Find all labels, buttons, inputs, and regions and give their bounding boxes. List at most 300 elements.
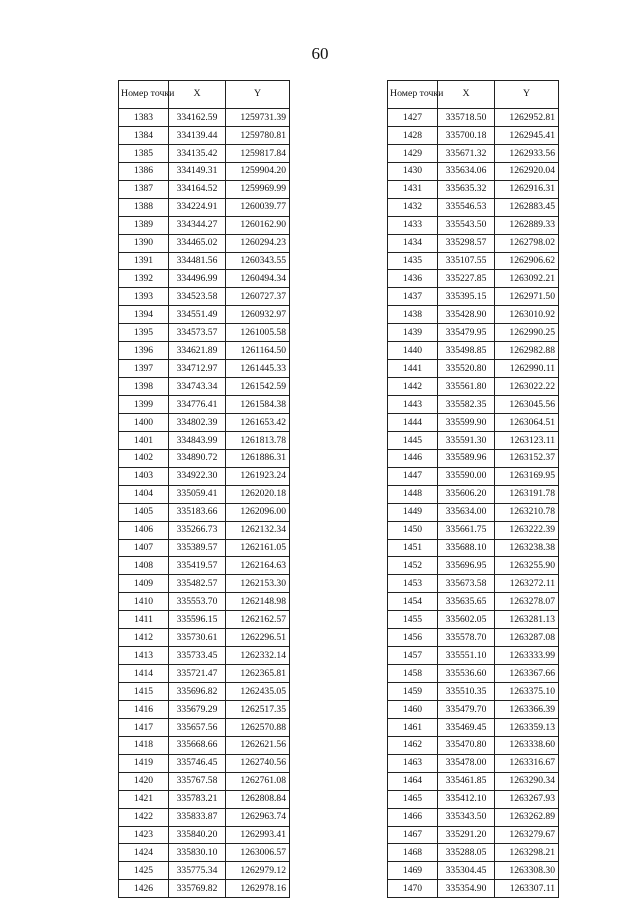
y-coordinate-cell: 1261653.42 <box>226 413 290 431</box>
y-coordinate-cell: 1263359.13 <box>495 718 559 736</box>
x-coordinate-cell: 335412.10 <box>438 790 495 808</box>
x-coordinate-cell: 335767.58 <box>169 772 226 790</box>
y-coordinate-cell: 1263255.90 <box>495 557 559 575</box>
point-number-cell: 1447 <box>388 467 438 485</box>
y-coordinate-cell: 1262164.63 <box>226 557 290 575</box>
point-number-cell: 1460 <box>388 700 438 718</box>
table-row <box>119 198 290 216</box>
y-coordinate-cell: 1263022.22 <box>495 378 559 396</box>
point-number-cell: 1413 <box>119 647 169 665</box>
y-coordinate-cell: 1259780.81 <box>226 126 290 144</box>
x-coordinate-cell: 335395.15 <box>438 288 495 306</box>
y-coordinate-cell: 1262761.08 <box>226 772 290 790</box>
x-coordinate-cell: 334776.41 <box>169 396 226 414</box>
y-coordinate-cell: 1262161.05 <box>226 539 290 557</box>
table-row <box>119 790 290 808</box>
y-coordinate-cell: 1260727.37 <box>226 288 290 306</box>
point-number-cell: 1421 <box>119 790 169 808</box>
table-row <box>388 413 559 431</box>
y-coordinate-cell: 1261005.58 <box>226 324 290 342</box>
table-row <box>388 252 559 270</box>
x-coordinate-cell: 334481.56 <box>169 252 226 270</box>
table-row <box>119 162 290 180</box>
point-number-cell: 1401 <box>119 431 169 449</box>
table-row <box>388 862 559 880</box>
x-coordinate-cell: 335266.73 <box>169 521 226 539</box>
x-coordinate-cell: 335428.90 <box>438 306 495 324</box>
table-body-left <box>119 109 290 898</box>
point-number-cell: 1423 <box>119 826 169 844</box>
point-number-cell: 1435 <box>388 252 438 270</box>
table-row <box>388 306 559 324</box>
table-row <box>119 378 290 396</box>
x-coordinate-cell: 334139.44 <box>169 126 226 144</box>
x-coordinate-cell: 335596.15 <box>169 611 226 629</box>
point-number-cell: 1415 <box>119 683 169 701</box>
point-number-cell: 1463 <box>388 754 438 772</box>
table-row <box>119 575 290 593</box>
y-coordinate-cell: 1263123.11 <box>495 431 559 449</box>
point-number-cell: 1436 <box>388 270 438 288</box>
x-coordinate-cell: 334344.27 <box>169 216 226 234</box>
point-number-cell: 1440 <box>388 342 438 360</box>
y-coordinate-cell: 1262978.16 <box>226 880 290 898</box>
point-number-cell: 1466 <box>388 808 438 826</box>
table-row <box>388 378 559 396</box>
point-number-cell: 1433 <box>388 216 438 234</box>
point-number-cell: 1393 <box>119 288 169 306</box>
table-row <box>388 754 559 772</box>
x-coordinate-cell: 334135.42 <box>169 144 226 162</box>
point-number-cell: 1425 <box>119 862 169 880</box>
point-number-cell: 1457 <box>388 647 438 665</box>
y-coordinate-cell: 1263272.11 <box>495 575 559 593</box>
x-coordinate-cell: 335746.45 <box>169 754 226 772</box>
point-number-cell: 1387 <box>119 180 169 198</box>
x-coordinate-cell: 335657.56 <box>169 718 226 736</box>
x-coordinate-cell: 335419.57 <box>169 557 226 575</box>
table-row <box>388 647 559 665</box>
y-coordinate-cell: 1263366.39 <box>495 700 559 718</box>
x-coordinate-cell: 335582.35 <box>438 396 495 414</box>
y-coordinate-cell: 1262952.81 <box>495 109 559 127</box>
x-coordinate-cell: 335591.30 <box>438 431 495 449</box>
table-row <box>119 647 290 665</box>
y-coordinate-cell: 1262916.31 <box>495 180 559 198</box>
table-row <box>119 360 290 378</box>
x-coordinate-cell: 335840.20 <box>169 826 226 844</box>
y-coordinate-cell: 1263308.30 <box>495 862 559 880</box>
y-coordinate-cell: 1263279.67 <box>495 826 559 844</box>
y-coordinate-cell: 1262993.41 <box>226 826 290 844</box>
table-row <box>119 503 290 521</box>
x-coordinate-cell: 334922.30 <box>169 467 226 485</box>
point-number-cell: 1445 <box>388 431 438 449</box>
point-number-cell: 1432 <box>388 198 438 216</box>
x-coordinate-cell: 335543.50 <box>438 216 495 234</box>
point-number-cell: 1449 <box>388 503 438 521</box>
point-number-cell: 1420 <box>119 772 169 790</box>
y-coordinate-cell: 1262945.41 <box>495 126 559 144</box>
y-coordinate-cell: 1263375.10 <box>495 683 559 701</box>
table-row <box>388 485 559 503</box>
point-number-cell: 1392 <box>119 270 169 288</box>
x-coordinate-cell: 335602.05 <box>438 611 495 629</box>
header-point-number: Номер точки <box>388 81 438 109</box>
point-number-cell: 1408 <box>119 557 169 575</box>
table-row <box>119 539 290 557</box>
y-coordinate-cell: 1262883.45 <box>495 198 559 216</box>
x-coordinate-cell: 335546.53 <box>438 198 495 216</box>
point-number-cell: 1398 <box>119 378 169 396</box>
point-number-cell: 1461 <box>388 718 438 736</box>
table-row <box>119 485 290 503</box>
x-coordinate-cell: 334149.31 <box>169 162 226 180</box>
x-coordinate-cell: 335343.50 <box>438 808 495 826</box>
point-number-cell: 1459 <box>388 683 438 701</box>
y-coordinate-cell: 1263267.93 <box>495 790 559 808</box>
point-number-cell: 1385 <box>119 144 169 162</box>
x-coordinate-cell: 334802.39 <box>169 413 226 431</box>
y-coordinate-cell: 1261813.78 <box>226 431 290 449</box>
point-number-cell: 1454 <box>388 593 438 611</box>
x-coordinate-cell: 335183.66 <box>169 503 226 521</box>
table-row <box>119 144 290 162</box>
header-x: X <box>438 81 495 109</box>
table-row <box>388 503 559 521</box>
x-coordinate-cell: 334224.91 <box>169 198 226 216</box>
x-coordinate-cell: 335679.29 <box>169 700 226 718</box>
table-row <box>388 360 559 378</box>
x-coordinate-cell: 335688.10 <box>438 539 495 557</box>
table-row <box>119 109 290 127</box>
point-number-cell: 1467 <box>388 826 438 844</box>
point-number-cell: 1391 <box>119 252 169 270</box>
table-row <box>119 665 290 683</box>
table-row <box>119 306 290 324</box>
y-coordinate-cell: 1263064.51 <box>495 413 559 431</box>
point-number-cell: 1383 <box>119 109 169 127</box>
table-row <box>388 431 559 449</box>
y-coordinate-cell: 1261584.38 <box>226 396 290 414</box>
table-row <box>388 109 559 127</box>
point-number-cell: 1397 <box>119 360 169 378</box>
point-number-cell: 1409 <box>119 575 169 593</box>
table-row <box>119 754 290 772</box>
point-number-cell: 1418 <box>119 736 169 754</box>
x-coordinate-cell: 335469.45 <box>438 718 495 736</box>
y-coordinate-cell: 1262740.56 <box>226 754 290 772</box>
y-coordinate-cell: 1262132.34 <box>226 521 290 539</box>
y-coordinate-cell: 1261542.59 <box>226 378 290 396</box>
y-coordinate-cell: 1260039.77 <box>226 198 290 216</box>
point-number-cell: 1404 <box>119 485 169 503</box>
table-row <box>119 808 290 826</box>
y-coordinate-cell: 1262148.98 <box>226 593 290 611</box>
y-coordinate-cell: 1263222.39 <box>495 521 559 539</box>
y-coordinate-cell: 1263333.99 <box>495 647 559 665</box>
x-coordinate-cell: 334712.97 <box>169 360 226 378</box>
table-row <box>119 862 290 880</box>
x-coordinate-cell: 335389.57 <box>169 539 226 557</box>
table-header-row <box>119 81 290 109</box>
y-coordinate-cell: 1263262.89 <box>495 808 559 826</box>
table-row <box>388 808 559 826</box>
y-coordinate-cell: 1263307.11 <box>495 880 559 898</box>
table-row <box>388 324 559 342</box>
x-coordinate-cell: 335107.55 <box>438 252 495 270</box>
y-coordinate-cell: 1262889.33 <box>495 216 559 234</box>
x-coordinate-cell: 335661.75 <box>438 521 495 539</box>
point-number-cell: 1431 <box>388 180 438 198</box>
x-coordinate-cell: 335833.87 <box>169 808 226 826</box>
table-header-row <box>388 81 559 109</box>
x-coordinate-cell: 335668.66 <box>169 736 226 754</box>
y-coordinate-cell: 1262517.35 <box>226 700 290 718</box>
y-coordinate-cell: 1262365.81 <box>226 665 290 683</box>
table-row <box>388 736 559 754</box>
x-coordinate-cell: 334843.99 <box>169 431 226 449</box>
point-number-cell: 1464 <box>388 772 438 790</box>
table-row <box>119 288 290 306</box>
y-coordinate-cell: 1263191.78 <box>495 485 559 503</box>
point-number-cell: 1446 <box>388 449 438 467</box>
x-coordinate-cell: 335673.58 <box>438 575 495 593</box>
table-row <box>119 718 290 736</box>
x-coordinate-cell: 335304.45 <box>438 862 495 880</box>
coordinates-table-left <box>118 80 290 898</box>
point-number-cell: 1410 <box>119 593 169 611</box>
x-coordinate-cell: 335479.95 <box>438 324 495 342</box>
y-coordinate-cell: 1261886.31 <box>226 449 290 467</box>
point-number-cell: 1465 <box>388 790 438 808</box>
x-coordinate-cell: 335721.47 <box>169 665 226 683</box>
x-coordinate-cell: 335510.35 <box>438 683 495 701</box>
point-number-cell: 1417 <box>119 718 169 736</box>
x-coordinate-cell: 334573.57 <box>169 324 226 342</box>
point-number-cell: 1414 <box>119 665 169 683</box>
y-coordinate-cell: 1259731.39 <box>226 109 290 127</box>
x-coordinate-cell: 335590.00 <box>438 467 495 485</box>
y-coordinate-cell: 1262963.74 <box>226 808 290 826</box>
table-row <box>119 593 290 611</box>
point-number-cell: 1412 <box>119 629 169 647</box>
point-number-cell: 1400 <box>119 413 169 431</box>
point-number-cell: 1451 <box>388 539 438 557</box>
y-coordinate-cell: 1261445.33 <box>226 360 290 378</box>
table-row <box>388 575 559 593</box>
x-coordinate-cell: 334162.59 <box>169 109 226 127</box>
y-coordinate-cell: 1259904.20 <box>226 162 290 180</box>
point-number-cell: 1402 <box>119 449 169 467</box>
point-number-cell: 1438 <box>388 306 438 324</box>
table-row <box>388 180 559 198</box>
table-row <box>388 396 559 414</box>
y-coordinate-cell: 1263338.60 <box>495 736 559 754</box>
y-coordinate-cell: 1262906.62 <box>495 252 559 270</box>
x-coordinate-cell: 335461.85 <box>438 772 495 790</box>
x-coordinate-cell: 335578.70 <box>438 629 495 647</box>
x-coordinate-cell: 335551.10 <box>438 647 495 665</box>
y-coordinate-cell: 1263152.37 <box>495 449 559 467</box>
x-coordinate-cell: 334743.34 <box>169 378 226 396</box>
y-coordinate-cell: 1263010.92 <box>495 306 559 324</box>
x-coordinate-cell: 335288.05 <box>438 844 495 862</box>
table-row <box>119 449 290 467</box>
x-coordinate-cell: 334890.72 <box>169 449 226 467</box>
point-number-cell: 1403 <box>119 467 169 485</box>
point-number-cell: 1437 <box>388 288 438 306</box>
point-number-cell: 1424 <box>119 844 169 862</box>
table-row <box>388 342 559 360</box>
table-row <box>388 665 559 683</box>
point-number-cell: 1442 <box>388 378 438 396</box>
point-number-cell: 1468 <box>388 844 438 862</box>
table-row <box>388 557 559 575</box>
point-number-cell: 1389 <box>119 216 169 234</box>
x-coordinate-cell: 335561.80 <box>438 378 495 396</box>
y-coordinate-cell: 1259969.99 <box>226 180 290 198</box>
point-number-cell: 1434 <box>388 234 438 252</box>
table-row <box>119 629 290 647</box>
table-row <box>119 521 290 539</box>
table-row <box>119 772 290 790</box>
y-coordinate-cell: 1262990.11 <box>495 360 559 378</box>
x-coordinate-cell: 335730.61 <box>169 629 226 647</box>
x-coordinate-cell: 334551.49 <box>169 306 226 324</box>
x-coordinate-cell: 335482.57 <box>169 575 226 593</box>
x-coordinate-cell: 335059.41 <box>169 485 226 503</box>
x-coordinate-cell: 335589.96 <box>438 449 495 467</box>
y-coordinate-cell: 1262162.57 <box>226 611 290 629</box>
point-number-cell: 1456 <box>388 629 438 647</box>
table-row <box>119 844 290 862</box>
y-coordinate-cell: 1262570.88 <box>226 718 290 736</box>
point-number-cell: 1452 <box>388 557 438 575</box>
y-coordinate-cell: 1262808.84 <box>226 790 290 808</box>
table-row <box>388 700 559 718</box>
point-number-cell: 1444 <box>388 413 438 431</box>
point-number-cell: 1441 <box>388 360 438 378</box>
point-number-cell: 1453 <box>388 575 438 593</box>
y-coordinate-cell: 1263169.95 <box>495 467 559 485</box>
x-coordinate-cell: 335298.57 <box>438 234 495 252</box>
y-coordinate-cell: 1262435.05 <box>226 683 290 701</box>
y-coordinate-cell: 1263210.78 <box>495 503 559 521</box>
point-number-cell: 1395 <box>119 324 169 342</box>
point-number-cell: 1390 <box>119 234 169 252</box>
point-number-cell: 1428 <box>388 126 438 144</box>
table-row <box>388 467 559 485</box>
point-number-cell: 1455 <box>388 611 438 629</box>
point-number-cell: 1406 <box>119 521 169 539</box>
table-row <box>119 557 290 575</box>
x-coordinate-cell: 334523.58 <box>169 288 226 306</box>
x-coordinate-cell: 335671.32 <box>438 144 495 162</box>
y-coordinate-cell: 1262798.02 <box>495 234 559 252</box>
point-number-cell: 1427 <box>388 109 438 127</box>
table-row <box>388 144 559 162</box>
x-coordinate-cell: 335700.18 <box>438 126 495 144</box>
table-row <box>388 539 559 557</box>
table-row <box>119 396 290 414</box>
table-row <box>388 718 559 736</box>
x-coordinate-cell: 334496.99 <box>169 270 226 288</box>
y-coordinate-cell: 1263281.13 <box>495 611 559 629</box>
table-body-right <box>388 109 559 898</box>
point-number-cell: 1405 <box>119 503 169 521</box>
y-coordinate-cell: 1260494.34 <box>226 270 290 288</box>
x-coordinate-cell: 335498.85 <box>438 342 495 360</box>
x-coordinate-cell: 335536.60 <box>438 665 495 683</box>
y-coordinate-cell: 1263287.08 <box>495 629 559 647</box>
point-number-cell: 1448 <box>388 485 438 503</box>
table-row <box>119 683 290 701</box>
y-coordinate-cell: 1261164.50 <box>226 342 290 360</box>
table-row <box>119 126 290 144</box>
y-coordinate-cell: 1260162.90 <box>226 216 290 234</box>
table-row <box>388 611 559 629</box>
x-coordinate-cell: 335227.85 <box>438 270 495 288</box>
table-row <box>119 431 290 449</box>
table-row <box>388 593 559 611</box>
x-coordinate-cell: 335291.20 <box>438 826 495 844</box>
table-row <box>388 521 559 539</box>
table-row <box>119 467 290 485</box>
x-coordinate-cell: 335783.21 <box>169 790 226 808</box>
x-coordinate-cell: 335479.70 <box>438 700 495 718</box>
x-coordinate-cell: 335830.10 <box>169 844 226 862</box>
table-row <box>119 700 290 718</box>
table-row <box>388 880 559 898</box>
table-row <box>388 449 559 467</box>
y-coordinate-cell: 1262982.88 <box>495 342 559 360</box>
x-coordinate-cell: 335470.80 <box>438 736 495 754</box>
y-coordinate-cell: 1262971.50 <box>495 288 559 306</box>
table-row <box>119 413 290 431</box>
y-coordinate-cell: 1262990.25 <box>495 324 559 342</box>
header-point-number: Номер точки <box>119 81 169 109</box>
table-row <box>388 683 559 701</box>
y-coordinate-cell: 1262621.56 <box>226 736 290 754</box>
x-coordinate-cell: 335634.00 <box>438 503 495 521</box>
coordinates-table-right <box>387 80 559 898</box>
table-row <box>388 270 559 288</box>
y-coordinate-cell: 1262920.04 <box>495 162 559 180</box>
y-coordinate-cell: 1262332.14 <box>226 647 290 665</box>
x-coordinate-cell: 335606.20 <box>438 485 495 503</box>
header-x: X <box>169 81 226 109</box>
table-row <box>119 270 290 288</box>
x-coordinate-cell: 334164.52 <box>169 180 226 198</box>
point-number-cell: 1429 <box>388 144 438 162</box>
x-coordinate-cell: 335478.00 <box>438 754 495 772</box>
x-coordinate-cell: 334621.89 <box>169 342 226 360</box>
header-y: Y <box>226 81 290 109</box>
point-number-cell: 1422 <box>119 808 169 826</box>
point-number-cell: 1430 <box>388 162 438 180</box>
x-coordinate-cell: 335733.45 <box>169 647 226 665</box>
header-y: Y <box>495 81 559 109</box>
point-number-cell: 1470 <box>388 880 438 898</box>
y-coordinate-cell: 1262020.18 <box>226 485 290 503</box>
table-row <box>119 880 290 898</box>
y-coordinate-cell: 1262153.30 <box>226 575 290 593</box>
table-row <box>119 826 290 844</box>
point-number-cell: 1396 <box>119 342 169 360</box>
y-coordinate-cell: 1263290.34 <box>495 772 559 790</box>
table-row <box>388 790 559 808</box>
